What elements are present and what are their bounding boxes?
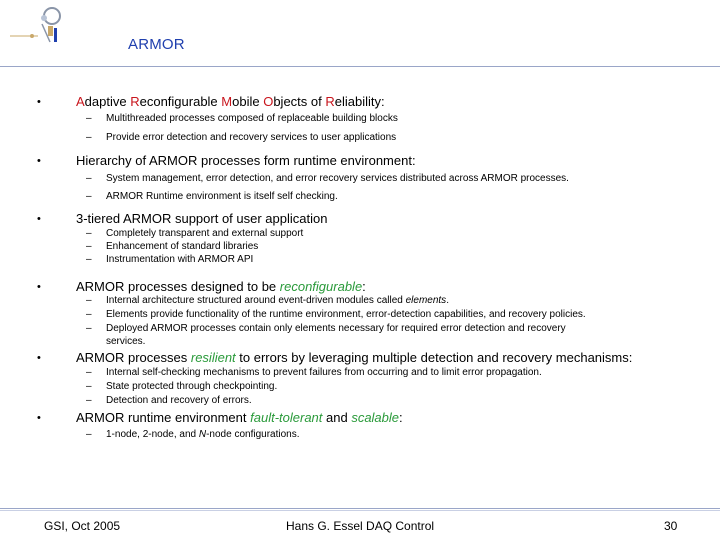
bullet-5-sub-2: State protected through checkpointing. bbox=[106, 381, 278, 392]
bullet-6-sub-1: 1-node, 2-node, and N-node configurations. bbox=[106, 429, 300, 440]
bullet-5-sub-1: Internal self-checking mechanisms to prevent failures from occurring and to limit error propagation. bbox=[106, 367, 542, 378]
sub-dash: – bbox=[86, 295, 92, 306]
footer-date: GSI, Oct 2005 bbox=[44, 519, 121, 533]
bullet-2-label: Hierarchy of ARMOR processes form runtime environment: bbox=[76, 153, 416, 168]
sub-dash: – bbox=[86, 132, 92, 143]
title-rule bbox=[0, 66, 720, 67]
bullet-3-label: 3-tiered ARMOR support of user application bbox=[76, 211, 328, 226]
sub-dash: – bbox=[86, 191, 92, 202]
bullet-4-sub-1: Internal architecture structured around event-driven modules called elements. bbox=[106, 295, 449, 306]
sub-dash: – bbox=[86, 173, 92, 184]
bullet-3-sub-2: Enhancement of standard libraries bbox=[106, 241, 259, 252]
bullet-1-label: Adaptive Reconfigurable Mobile Objects of Reliability: bbox=[76, 94, 385, 109]
footer-rule bbox=[0, 508, 720, 509]
bullet-5-label: ARMOR processes resilient to errors by leveraging multiple detection and recovery mechanisms: bbox=[76, 350, 633, 365]
sub-dash: – bbox=[86, 241, 92, 252]
slide-title: ARMOR bbox=[128, 36, 185, 53]
sub-dash: – bbox=[86, 381, 92, 392]
bullet-dot: • bbox=[37, 281, 41, 293]
sub-dash: – bbox=[86, 113, 92, 124]
bullet-dot: • bbox=[37, 155, 41, 167]
sub-dash: – bbox=[86, 254, 92, 265]
bullet-3-sub-1: Completely transparent and external support bbox=[106, 228, 304, 239]
footer-rule bbox=[0, 510, 720, 511]
bullet-dot: • bbox=[37, 352, 41, 364]
bullet-4-sub-3-cont: services. bbox=[106, 336, 146, 347]
sub-dash: – bbox=[86, 309, 92, 320]
bullet-2-sub-1: System management, error detection, and error recovery services distributed across ARMOR processes. bbox=[106, 173, 569, 184]
sub-dash: – bbox=[86, 228, 92, 239]
bullet-4-label: ARMOR processes designed to be reconfigurable: bbox=[76, 279, 366, 294]
bullet-6-label: ARMOR runtime environment fault-tolerant and scalable: bbox=[76, 410, 403, 425]
bullet-4-sub-3: Deployed ARMOR processes contain only elements necessary for required error detection and recovery bbox=[106, 323, 566, 334]
sub-dash: – bbox=[86, 395, 92, 406]
footer-author: Hans G. Essel DAQ Control bbox=[286, 519, 435, 533]
sub-dash: – bbox=[86, 367, 92, 378]
gsi-logo-icon bbox=[8, 6, 70, 50]
sub-dash: – bbox=[86, 429, 92, 440]
bullet-dot: • bbox=[37, 213, 41, 225]
bullet-3-sub-3: Instrumentation with ARMOR API bbox=[106, 254, 254, 265]
bullet-1-sub-1: Multithreaded processes composed of replaceable building blocks bbox=[106, 113, 398, 124]
bullet-dot: • bbox=[37, 412, 41, 424]
bullet-2-sub-2: ARMOR Runtime environment is itself self checking. bbox=[106, 191, 338, 202]
bullet-4-sub-2: Elements provide functionality of the runtime environment, error-detection capabilities, and recovery policies. bbox=[106, 309, 586, 320]
bullet-dot: • bbox=[37, 96, 41, 108]
bullet-5-sub-3: Detection and recovery of errors. bbox=[106, 395, 252, 406]
sub-dash: – bbox=[86, 323, 92, 334]
bullet-1-sub-2: Provide error detection and recovery services to user applications bbox=[106, 132, 397, 143]
footer-page-number: 30 bbox=[664, 519, 678, 533]
